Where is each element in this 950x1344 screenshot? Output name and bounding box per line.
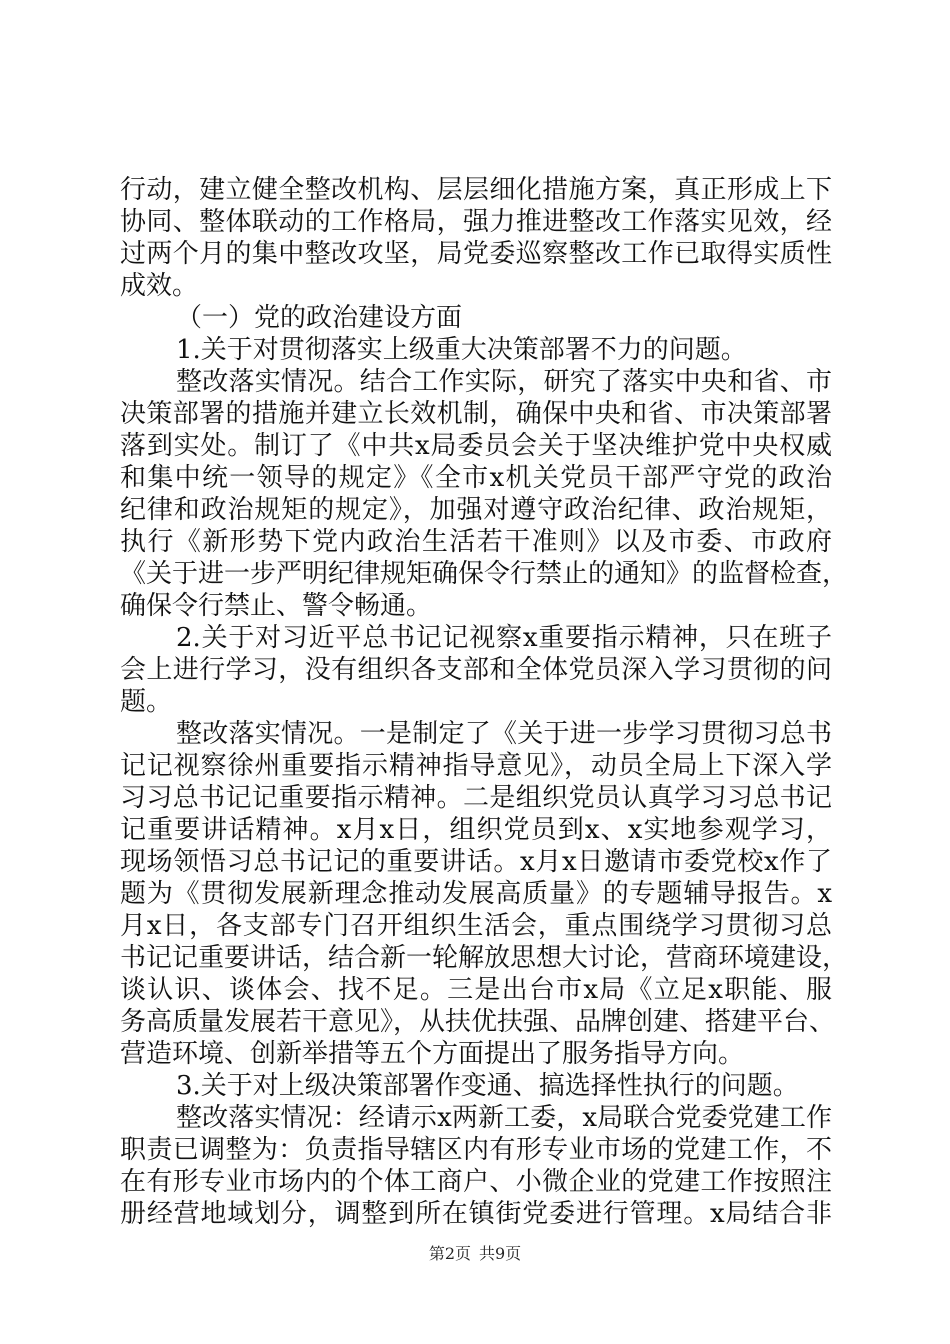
text-line: 题。 (120, 687, 173, 717)
text-line: 册经营地域划分，调整到所在镇街党委进行管理。x局结合非 (120, 1199, 832, 1229)
text-line: 营造环境、创新举措等五个方面提出了服务指导方向。 (120, 1039, 745, 1069)
text-line: 务高质量发展若干意见》，从扶优扶强、品牌创建、搭建平台、 (120, 1007, 836, 1037)
text-line: 习习总书记记重要指示精神。二是组织党员认真学习习总书记 (120, 783, 832, 813)
text-line: 执行《新形势下党内政治生活若干准则》以及市委、市政府 (120, 527, 832, 557)
page-total: 共9页 (479, 1244, 522, 1263)
page-number: 第2页 (428, 1244, 471, 1263)
text-line: 成效。 (120, 271, 199, 301)
section-heading: （一）党的政治建设方面 (176, 303, 463, 333)
text-line: 过两个月的集中整改攻坚，局党委巡察整改工作已取得实质性 (120, 239, 832, 269)
text-line: 会上进行学习，没有组织各支部和全体党员深入学习贯彻的问 (120, 655, 832, 685)
document-body (120, 174, 849, 1230)
text-line: 整改落实情况：经请示x两新工委，x局联合党委党建工作 (176, 1103, 832, 1133)
page-footer (0, 1244, 950, 1264)
item-heading: 2.关于对习近平总书记记视察x重要指示精神，只在班子 (176, 623, 832, 653)
text-line: 书记记重要讲话，结合新一轮解放思想大讨论，营商环境建设， (120, 943, 849, 973)
text-line: 和集中统一领导的规定》《全市x机关党员干部严守党的政治 (120, 463, 832, 493)
text-line: 整改落实情况。一是制定了《关于进一步学习贯彻习总书 (176, 719, 832, 749)
text-line: 《关于进一步严明纪律规矩确保令行禁止的通知》的监督检查， (120, 559, 849, 589)
text-line: 记重要讲话精神。x月x日，组织党员到x、x实地参观学习， (120, 815, 832, 845)
text-line: 题为《贯彻发展新理念推动发展高质量》的专题辅导报告。x (120, 879, 832, 909)
item-heading: 3.关于对上级决策部署作变通、搞选择性执行的问题。 (176, 1071, 799, 1101)
text-line: 协同、整体联动的工作格局，强力推进整改工作落实见效，经 (120, 207, 832, 237)
text-line: 整改落实情况。结合工作实际，研究了落实中央和省、市 (176, 367, 832, 397)
text-line: 职责已调整为：负责指导辖区内有形专业市场的党建工作，不 (120, 1135, 832, 1165)
text-line: 纪律和政治规矩的规定》，加强对遵守政治纪律、政治规矩， (120, 495, 832, 525)
text-line: 落到实处。制订了《中共x局委员会关于坚决维护党中央权威 (120, 431, 832, 461)
item-heading: 1.关于对贯彻落实上级重大决策部署不力的问题。 (176, 335, 747, 365)
text-line: 行动，建立健全整改机构、层层细化措施方案，真正形成上下 (120, 175, 832, 205)
text-line: 月x日，各支部专门召开组织生活会，重点围绕学习贯彻习总 (120, 911, 832, 941)
text-line: 在有形专业市场内的个体工商户、小微企业的党建工作按照注 (120, 1167, 832, 1197)
text-line: 记记视察徐州重要指示精神指导意见》，动员全局上下深入学 (120, 751, 832, 781)
text-line: 现场领悟习总书记记的重要讲话。x月x日邀请市委党校x作了 (120, 847, 832, 877)
text-line: 谈认识、谈体会、找不足。三是出台市x局《立足x职能、服 (120, 975, 832, 1005)
text-line: 确保令行禁止、警令畅通。 (120, 591, 433, 621)
text-line: 决策部署的措施并建立长效机制，确保中央和省、市决策部署 (120, 399, 832, 429)
